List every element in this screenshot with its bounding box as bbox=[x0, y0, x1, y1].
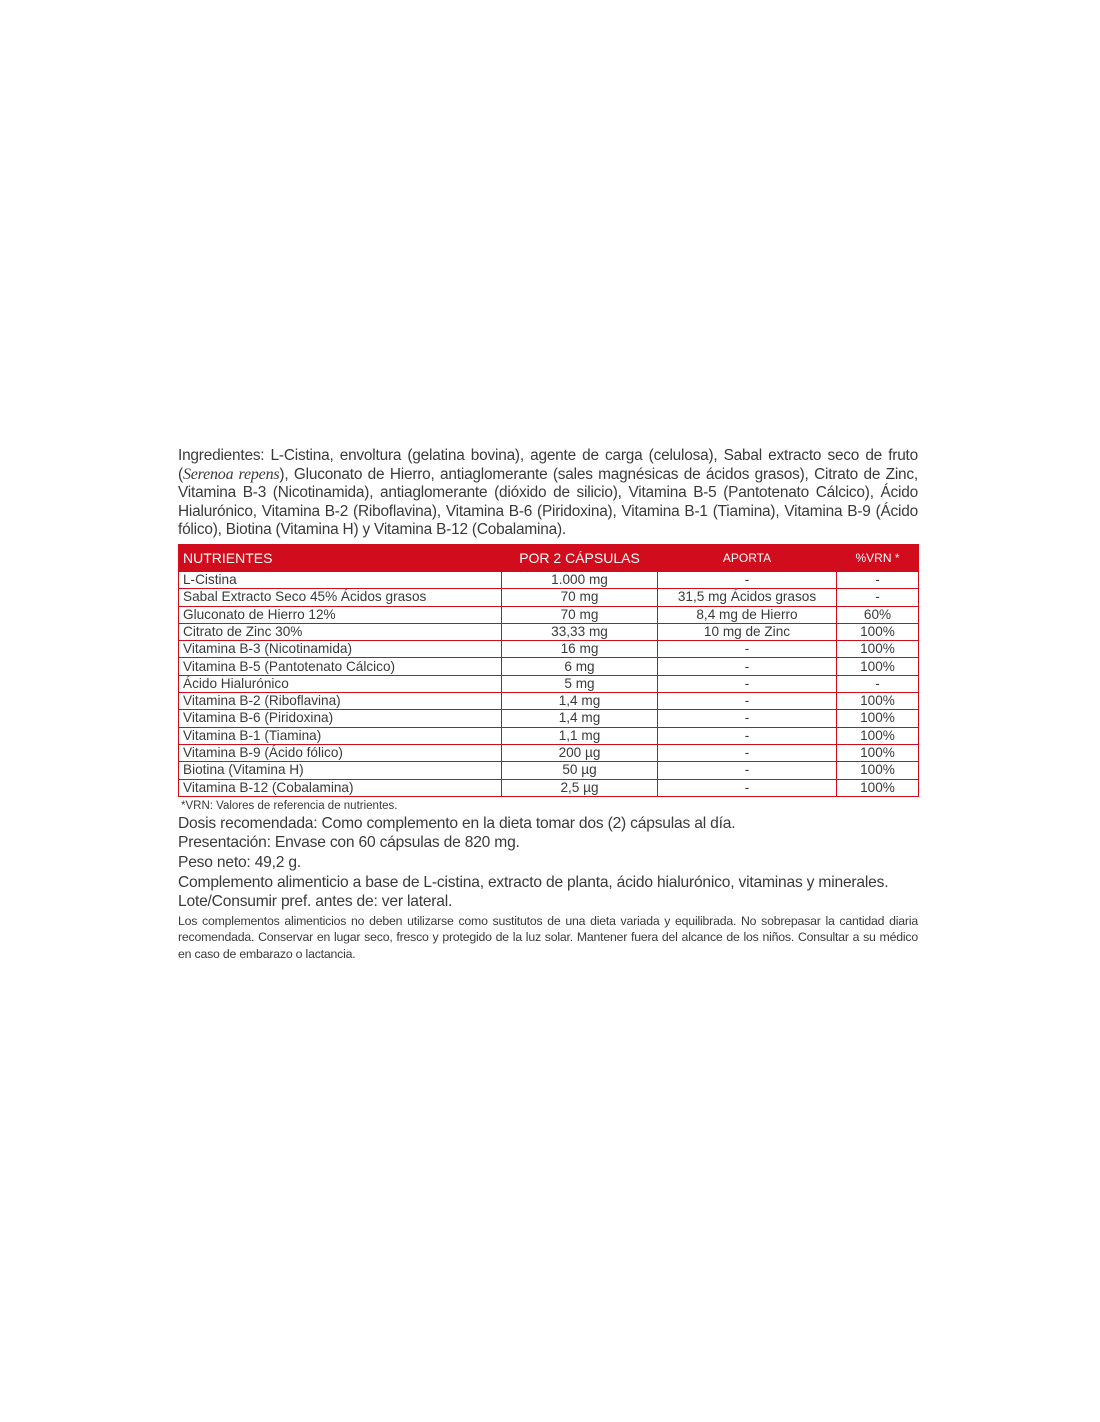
table-row bbox=[179, 727, 919, 744]
table-body bbox=[179, 571, 919, 796]
cell-cantidad: 2,5 µg bbox=[502, 779, 658, 796]
cell-aporta: 10 mg de Zinc bbox=[658, 623, 837, 640]
cell-aporta: - bbox=[658, 693, 837, 710]
cell-cantidad: 70 mg bbox=[502, 589, 658, 606]
cell-nutriente: Sabal Extracto Seco 45% Ácidos grasos bbox=[179, 589, 502, 606]
table-row bbox=[179, 693, 919, 710]
cell-cantidad: 6 mg bbox=[502, 658, 658, 675]
cell-aporta: 8,4 mg de Hierro bbox=[658, 606, 837, 623]
table-row bbox=[179, 710, 919, 727]
vrn-note: *VRN: Valores de referencia de nutrientes. bbox=[181, 799, 398, 812]
cell-nutriente: Vitamina B-9 (Ácido fólico) bbox=[179, 744, 502, 761]
table-row bbox=[179, 762, 919, 779]
cell-aporta: - bbox=[658, 571, 837, 588]
cell-vrn: 100% bbox=[837, 693, 919, 710]
cell-nutriente: Gluconato de Hierro 12% bbox=[179, 606, 502, 623]
header-nutrientes: NUTRIENTES bbox=[179, 544, 502, 571]
table-header-row bbox=[179, 544, 919, 571]
cell-vrn: 100% bbox=[837, 779, 919, 796]
cell-nutriente: Biotina (Vitamina H) bbox=[179, 762, 502, 779]
info-descripcion: Complemento alimenticio a base de L-cistina, extracto de planta, ácido hialurónico, vitaminas y minerales. bbox=[178, 873, 889, 891]
cell-aporta: - bbox=[658, 675, 837, 692]
cell-aporta: - bbox=[658, 762, 837, 779]
cell-aporta: - bbox=[658, 779, 837, 796]
cell-vrn: 60% bbox=[837, 606, 919, 623]
table-row bbox=[179, 571, 919, 588]
cell-cantidad: 1,1 mg bbox=[502, 727, 658, 744]
ingredients-species: Serenoa repens bbox=[182, 465, 280, 483]
header-vrn: %VRN * bbox=[837, 544, 919, 571]
cell-vrn: - bbox=[837, 675, 919, 692]
cell-nutriente: Vitamina B-12 (Cobalamina) bbox=[179, 779, 502, 796]
product-label bbox=[178, 447, 918, 963]
cell-nutriente: Vitamina B-2 (Riboflavina) bbox=[179, 693, 502, 710]
cell-aporta: - bbox=[658, 727, 837, 744]
cell-aporta: - bbox=[658, 641, 837, 658]
cell-nutriente: Ácido Hialurónico bbox=[179, 675, 502, 692]
cell-vrn: 100% bbox=[837, 623, 919, 640]
cell-vrn: 100% bbox=[837, 641, 919, 658]
table-row bbox=[179, 658, 919, 675]
info-lote: Lote/Consumir pref. antes de: ver lateral. bbox=[178, 893, 453, 911]
cell-vrn: 100% bbox=[837, 762, 919, 779]
table-row bbox=[179, 744, 919, 761]
cell-cantidad: 1,4 mg bbox=[502, 710, 658, 727]
cell-nutriente: L-Cistina bbox=[179, 571, 502, 588]
info-block bbox=[178, 814, 918, 912]
info-presentacion: Presentación: Envase con 60 cápsulas de 820 mg. bbox=[178, 834, 520, 852]
cell-vrn: 100% bbox=[837, 744, 919, 761]
info-peso-neto: Peso neto: 49,2 g. bbox=[178, 854, 301, 872]
cell-cantidad: 1.000 mg bbox=[502, 571, 658, 588]
cell-aporta: - bbox=[658, 744, 837, 761]
cell-nutriente: Citrato de Zinc 30% bbox=[179, 623, 502, 640]
cell-cantidad: 16 mg bbox=[502, 641, 658, 658]
header-por-2-capsulas: POR 2 CÁPSULAS bbox=[502, 544, 658, 571]
cell-aporta: - bbox=[658, 658, 837, 675]
table-row bbox=[179, 606, 919, 623]
table-row bbox=[179, 641, 919, 658]
cell-cantidad: 33,33 mg bbox=[502, 623, 658, 640]
cell-aporta: 31,5 mg Ácidos grasos bbox=[658, 589, 837, 606]
cell-vrn: - bbox=[837, 571, 919, 588]
cell-cantidad: 70 mg bbox=[502, 606, 658, 623]
info-dosis: Dosis recomendada: Como complemento en la dieta tomar dos (2) cápsulas al día. bbox=[178, 814, 736, 832]
ingredients-before: Ingredientes: L-Cistina, envoltura (gelatina bovina), agente de carga (celulosa), Sabal extracto seco de fruto ( bbox=[178, 447, 918, 483]
cell-vrn: 100% bbox=[837, 727, 919, 744]
ingredients-after: ), Gluconato de Hierro, antiaglomerante (sales magnésicas de ácidos grasos), Citrato de Zinc, Vitamina B-3 (Nicotinamida), antiaglomerante (dióxido de silicio), Vitamina B-5 (Pantotenato Cálcico), Ácido Hialurónico, Vitamina B-2 (Riboflavina), Vitamina B-6 (Piridoxina), Vitamina B-1 (Tiamina), Vitamina B-9 (Ácido fólico), Biotina (Vitamina H) y Vitamina B-12 (Cobalamina). bbox=[178, 465, 918, 539]
cell-aporta: - bbox=[658, 710, 837, 727]
cell-nutriente: Vitamina B-3 (Nicotinamida) bbox=[179, 641, 502, 658]
table-row bbox=[179, 623, 919, 640]
cell-vrn: 100% bbox=[837, 710, 919, 727]
cell-cantidad: 200 µg bbox=[502, 744, 658, 761]
cell-nutriente: Vitamina B-5 (Pantotenato Cálcico) bbox=[179, 658, 502, 675]
table-row bbox=[179, 675, 919, 692]
cell-cantidad: 5 mg bbox=[502, 675, 658, 692]
header-aporta: APORTA bbox=[658, 544, 837, 571]
cell-nutriente: Vitamina B-6 (Piridoxina) bbox=[179, 710, 502, 727]
cell-cantidad: 1,4 mg bbox=[502, 693, 658, 710]
cell-vrn: - bbox=[837, 589, 919, 606]
legal-text: Los complementos alimenticios no deben utilizarse como sustitutos de una dieta variada y equilibrada. No sobrepasar la cantidad diaria recomendada. Conservar en lugar seco, fresco y protegido de la luz solar. Mantener fuera del alcance de los niños. Consultar a su médico en caso de embarazo o lactancia. bbox=[178, 913, 918, 961]
nutrition-table bbox=[178, 544, 919, 797]
ingredients-text bbox=[178, 447, 918, 540]
table-row bbox=[179, 779, 919, 796]
cell-vrn: 100% bbox=[837, 658, 919, 675]
table-row bbox=[179, 589, 919, 606]
cell-cantidad: 50 µg bbox=[502, 762, 658, 779]
cell-nutriente: Vitamina B-1 (Tiamina) bbox=[179, 727, 502, 744]
